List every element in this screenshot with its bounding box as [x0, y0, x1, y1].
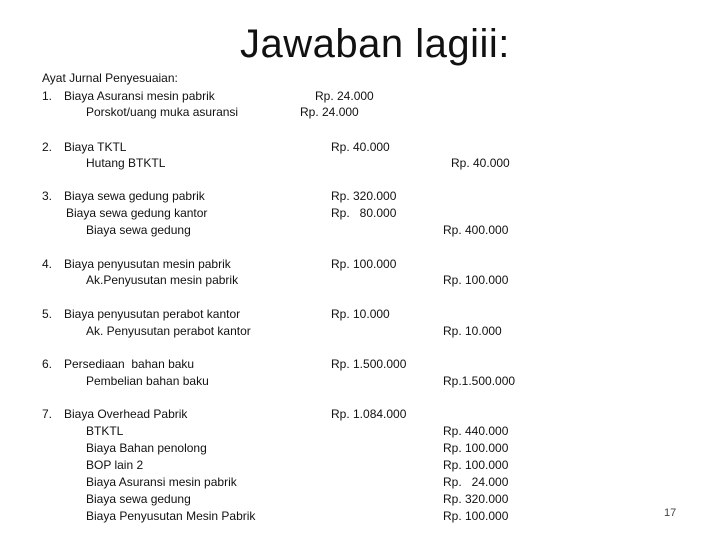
entry-number: 7.: [42, 407, 53, 421]
page-number: 17: [664, 507, 677, 519]
credit-account: Porskot/uang muka asuransi: [86, 105, 239, 119]
credit-account: Ak. Penyusutan perabot kantor: [86, 324, 251, 338]
credit-amount: Rp. 24.000: [300, 105, 359, 119]
credit-account: Biaya sewa gedung: [86, 223, 191, 237]
debit-amount: Rp. 80.000: [331, 206, 397, 220]
entry-number: 6.: [42, 357, 53, 371]
debit-account: Biaya Asuransi mesin pabrik: [64, 89, 215, 103]
entry-number: 5.: [42, 307, 53, 321]
debit-account: Biaya TKTL: [64, 140, 127, 154]
debit-amount: Rp. 10.000: [331, 307, 390, 321]
debit-account: Biaya penyusutan perabot kantor: [64, 307, 241, 321]
debit-amount: Rp. 100.000: [331, 257, 397, 271]
credit-account: Biaya Bahan penolong: [86, 441, 207, 455]
debit-amount: Rp. 320.000: [331, 189, 397, 203]
credit-account: Hutang BTKTL: [86, 156, 166, 170]
credit-account: Biaya sewa gedung: [86, 492, 191, 506]
credit-amount: Rp. 100.000: [443, 273, 509, 287]
credit-account: BOP lain 2: [86, 458, 144, 472]
credit-amount: Rp.1.500.000: [443, 374, 516, 388]
credit-amount: Rp. 100.000: [443, 509, 509, 523]
entry-number: 2.: [42, 140, 53, 154]
credit-account: Biaya Penyusutan Mesin Pabrik: [86, 509, 256, 523]
credit-amount: Rp. 320.000: [443, 492, 509, 506]
credit-amount: Rp. 100.000: [443, 458, 509, 472]
credit-amount: Rp. 24.000: [443, 475, 509, 489]
credit-account: Biaya Asuransi mesin pabrik: [86, 475, 237, 489]
entry-number: 3.: [42, 189, 53, 203]
entry-number: 1.: [42, 89, 53, 103]
section-heading: Ayat Jurnal Penyesuaian:: [42, 71, 178, 85]
debit-amount: Rp. 24.000: [315, 89, 374, 103]
credit-amount: Rp. 440.000: [443, 424, 509, 438]
debit-account: Biaya Overhead Pabrik: [64, 407, 188, 421]
debit-account: Biaya sewa gedung pabrik: [64, 189, 205, 203]
debit-account: Persediaan bahan baku: [64, 357, 195, 371]
credit-amount: Rp. 100.000: [443, 441, 509, 455]
debit-account: Biaya penyusutan mesin pabrik: [64, 257, 231, 271]
slide-title: Jawaban lagiii:: [240, 22, 510, 66]
debit-amount: Rp. 40.000: [331, 140, 390, 154]
credit-account: Pembelian bahan baku: [86, 374, 209, 388]
debit-account: Biaya sewa gedung kantor: [66, 206, 208, 220]
credit-amount: Rp. 400.000: [443, 223, 509, 237]
credit-amount: Rp. 40.000: [451, 156, 510, 170]
credit-account: BTKTL: [86, 424, 124, 438]
debit-amount: Rp. 1.084.000: [331, 407, 407, 421]
debit-amount: Rp. 1.500.000: [331, 357, 407, 371]
entry-number: 4.: [42, 257, 53, 271]
credit-account: Ak.Penyusutan mesin pabrik: [86, 273, 239, 287]
credit-amount: Rp. 10.000: [443, 324, 502, 338]
